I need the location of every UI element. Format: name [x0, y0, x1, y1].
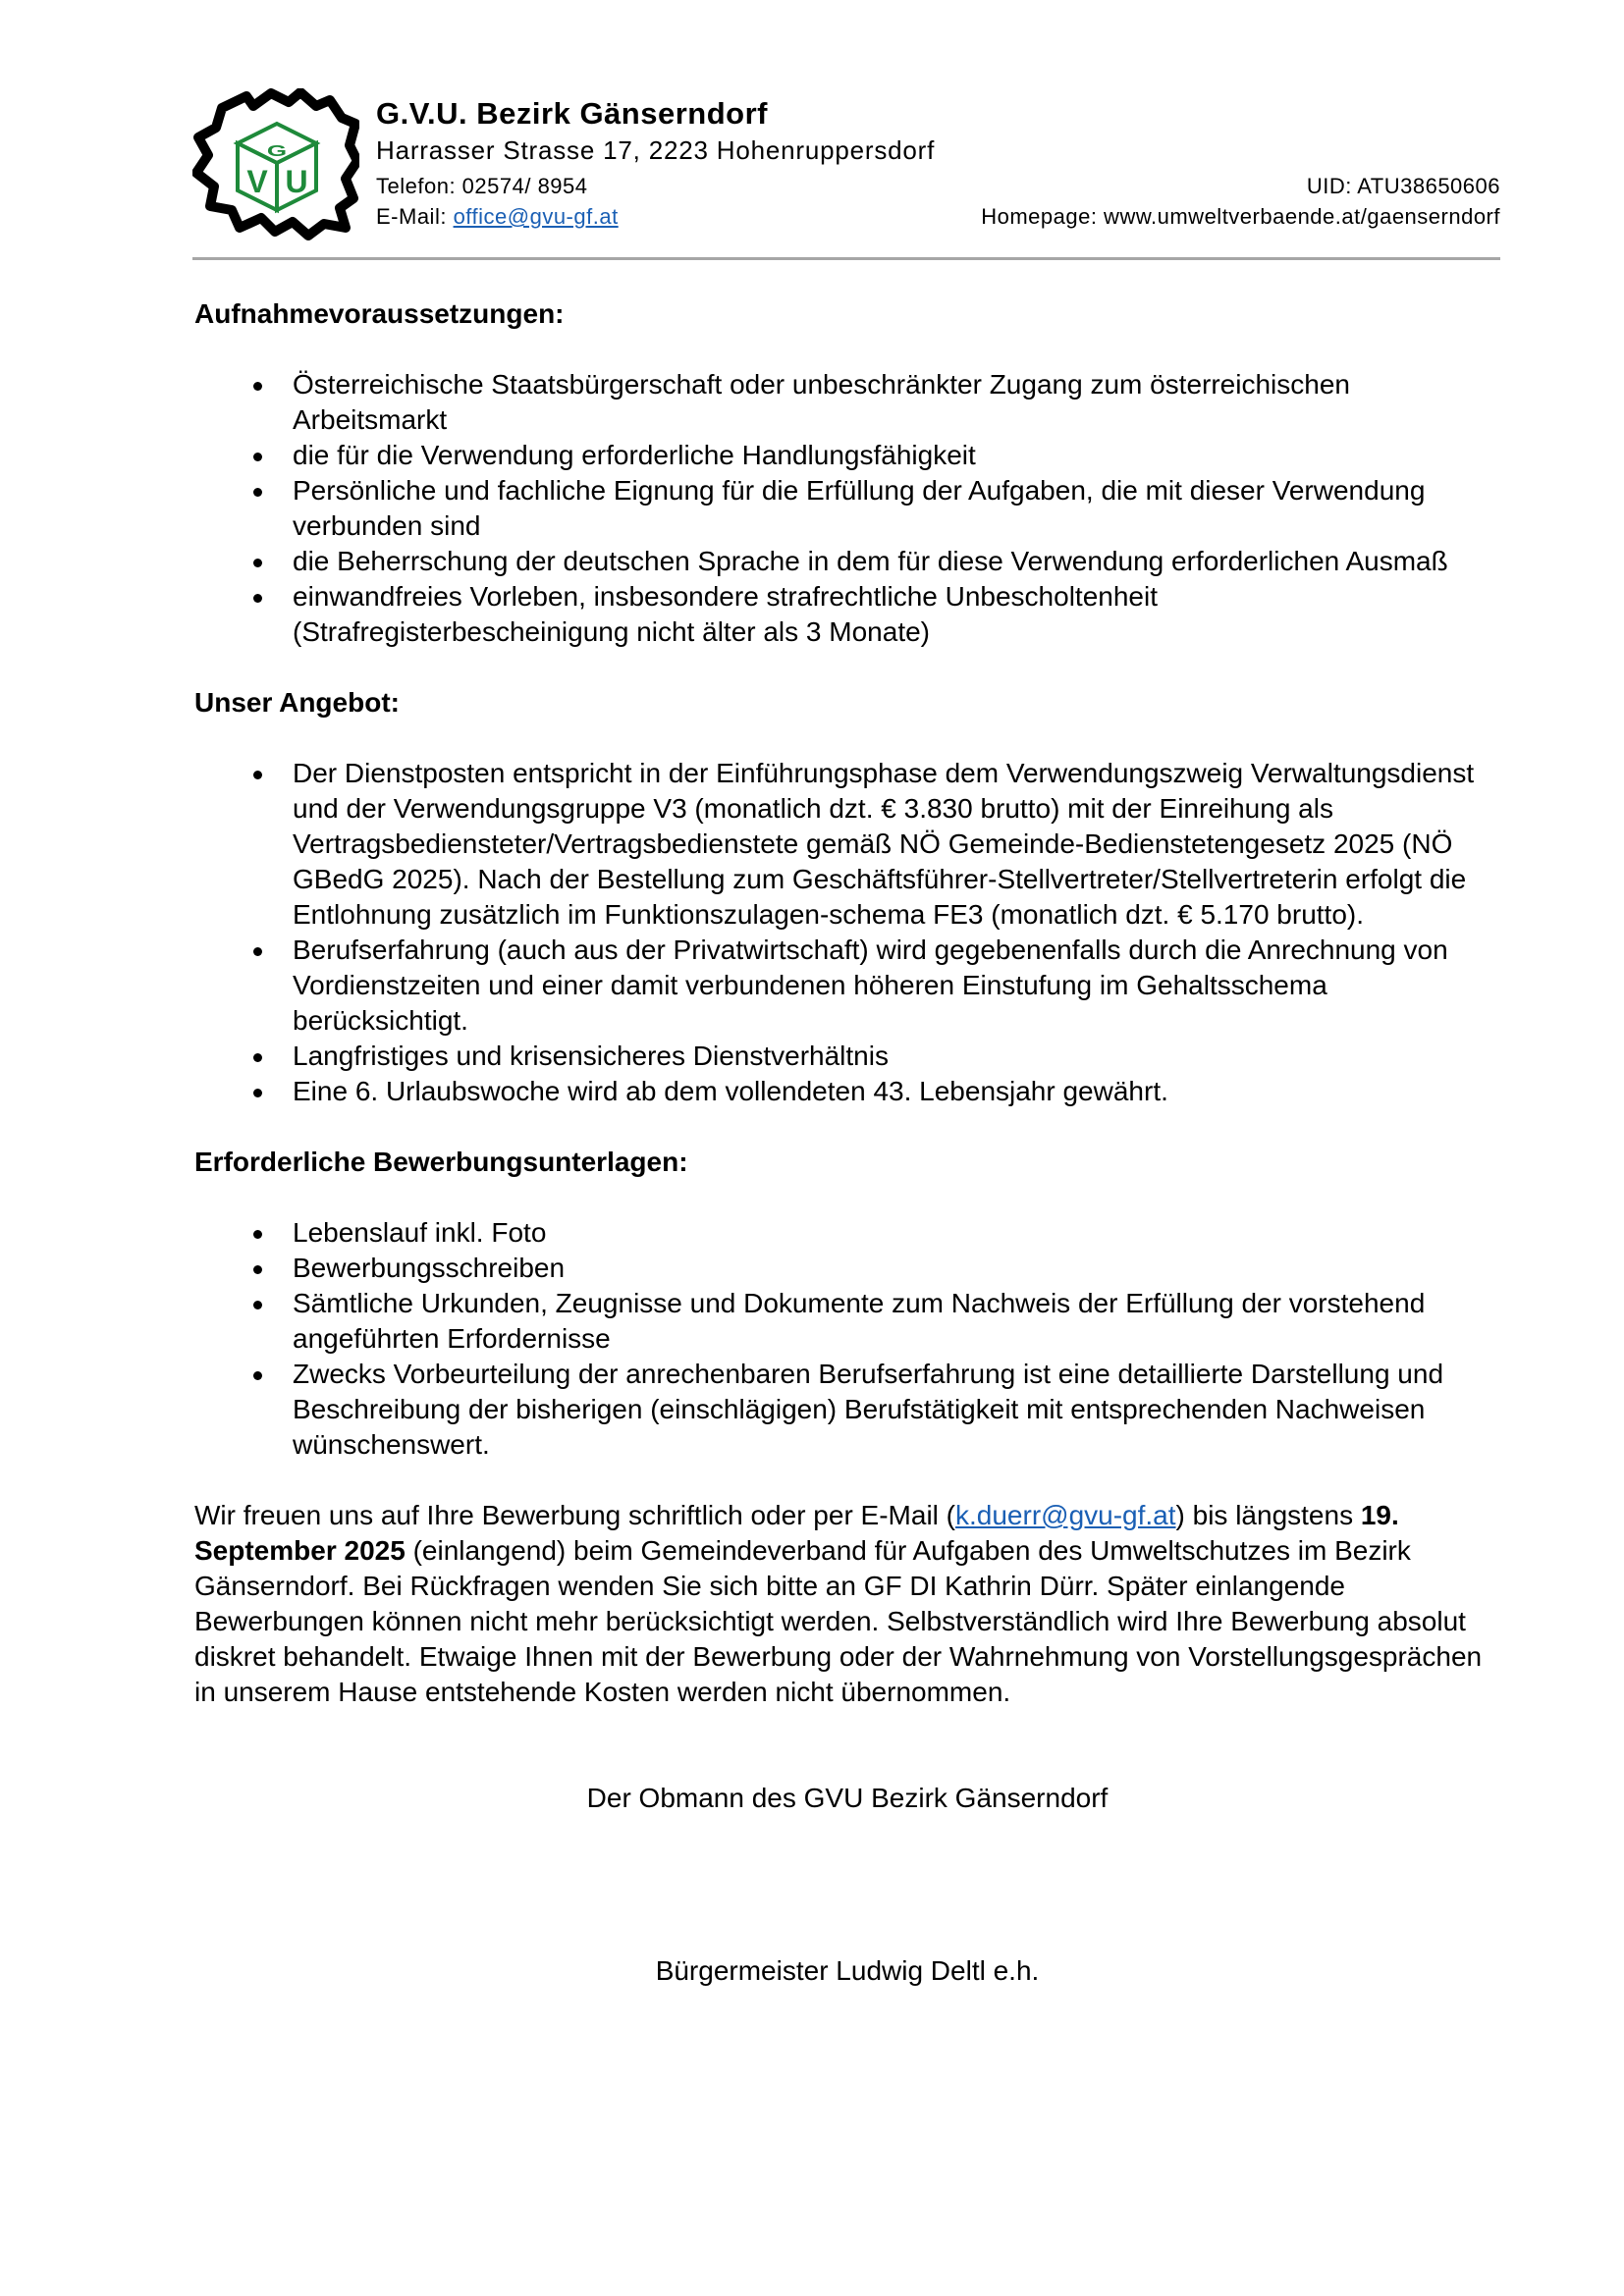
list-item: Der Dienstposten entspricht in der Einführungsphase dem Verwendungszweig Verwaltungsdienst und der Verwendungsgruppe V3 (monatlich dzt. € 3.830 brutto) mit der Einreihung als Vertragsbediensteter/Vertragsbedienstete gemäß NÖ Gemeinde-Bedienstetengesetz 2025 (NÖ GBedG 2025). Nach der Bestellung zum Geschäftsführer-Stellvertreter/Stellvertreterin erfolgt die Entlohnung zusätzlich im Funktionszulagen-schema FE3 (monatlich dzt. € 5.170 brutto).: [194, 756, 1500, 933]
organization-phone: Telefon: 02574/ 8954: [376, 174, 588, 198]
gvu-logo: [192, 88, 359, 240]
list-item: Persönliche und fachliche Eignung für die Erfüllung der Aufgaben, die mit dieser Verwendung verbunden sind: [194, 473, 1500, 544]
organization-homepage: Homepage: www.umweltverbaende.at/gaenserndorf: [981, 204, 1500, 229]
bullet-icon: [253, 1089, 262, 1097]
document-body: [194, 296, 1500, 1989]
bullet-icon: [253, 1301, 262, 1309]
header-divider: [192, 257, 1500, 260]
letterhead: [192, 88, 1500, 250]
application-deadline: 19. September 2025: [194, 1500, 1399, 1566]
email-link[interactable]: office@gvu-gf.at: [453, 204, 619, 229]
logo-letter-u: U: [285, 164, 308, 199]
list-item: Berufserfahrung (auch aus der Privatwirtschaft) wird gegebenenfalls durch die Anrechnung von Vordienstzeiten und einer damit verbundenen höheren Einstufung im Gehaltsschema berücksichtigt.: [194, 933, 1500, 1039]
offer-list: [194, 756, 1500, 1109]
list-item: Lebenslauf inkl. Foto: [194, 1215, 1500, 1251]
signature-title: Der Obmann des GVU Bezirk Gänserndorf: [586, 1783, 1109, 1813]
list-item: Zwecks Vorbeurteilung der anrechenbaren Berufserfahrung ist eine detaillierte Darstellung und Beschreibung der bisherigen (einschlägigen) Berufstätigkeit mit entsprechenden Nachweisen wünschenswert.: [194, 1357, 1500, 1463]
contact-email-link[interactable]: k.duerr@gvu-gf.at: [955, 1500, 1176, 1530]
email-label: E-Mail:: [376, 204, 454, 229]
organization-uid: UID: ATU38650606: [1306, 174, 1500, 198]
documents-list: [194, 1215, 1500, 1463]
signature-name: Bürgermeister Ludwig Deltl e.h.: [655, 1955, 1040, 1986]
list-item: Bewerbungsschreiben: [194, 1251, 1500, 1286]
list-item: die für die Verwendung erforderliche Handlungsfähigkeit: [194, 438, 1500, 473]
bullet-icon: [253, 1265, 262, 1274]
bullet-icon: [253, 1230, 262, 1239]
bullet-icon: [253, 488, 262, 497]
list-item: die Beherrschung der deutschen Sprache in dem für diese Verwendung erforderlichen Ausmaß: [194, 544, 1500, 579]
list-item: einwandfreies Vorleben, insbesondere strafrechtliche Unbescholtenheit (Strafregisterbescheinigung nicht älter als 3 Monate): [194, 579, 1500, 650]
bullet-icon: [253, 453, 262, 461]
organization-email: [376, 204, 619, 230]
list-item: Österreichische Staatsbürgerschaft oder unbeschränkter Zugang zum österreichischen Arbeitsmarkt: [194, 367, 1500, 438]
bullet-icon: [253, 947, 262, 956]
requirements-list: [194, 367, 1500, 650]
bullet-icon: [253, 1371, 262, 1380]
organization-name: G.V.U. Bezirk Gänserndorf: [376, 96, 768, 131]
bullet-icon: [253, 1053, 262, 1062]
organization-address: Harrasser Strasse 17, 2223 Hohenruppersdorf: [376, 135, 936, 165]
bullet-icon: [253, 594, 262, 603]
logo-letter-v: V: [246, 164, 268, 199]
bullet-icon: [253, 771, 262, 779]
bullet-icon: [253, 382, 262, 391]
list-item: Langfristiges und krisensicheres Dienstverhältnis: [194, 1039, 1500, 1074]
list-item: Sämtliche Urkunden, Zeugnisse und Dokumente zum Nachweis der Erfüllung der vorstehend angeführten Erfordernisse: [194, 1286, 1500, 1357]
section-title-offer: Unser Angebot:: [194, 687, 400, 718]
section-title-documents: Erforderliche Bewerbungsunterlagen:: [194, 1147, 688, 1177]
section-title-requirements: Aufnahmevoraussetzungen:: [194, 298, 565, 329]
bullet-icon: [253, 559, 262, 567]
closing-paragraph: Wir freuen uns auf Ihre Bewerbung schriftlich oder per E-Mail (k.duerr@gvu-gf.at) bis längstens 19. September 2025 (einlangend) beim Gemeindeverband für Aufgaben des Umweltschutzes im Bezirk Gänserndorf. Bei Rückfragen wenden Sie sich bitte an GF DI Kathrin Dürr. Später einlangende Bewerbungen können nicht mehr berücksichtigt werden. Selbstverständlich wird Ihre Bewerbung absolut diskret behandelt. Etwaige Ihnen mit der Bewerbung oder der Wahrnehmung von Vorstellungsgesprächen in unserem Hause entstehende Kosten werden nicht übernommen.: [194, 1500, 1483, 1707]
logo-letter-g: G: [266, 142, 288, 160]
list-item: Eine 6. Urlaubswoche wird ab dem vollendeten 43. Lebensjahr gewährt.: [194, 1074, 1500, 1109]
